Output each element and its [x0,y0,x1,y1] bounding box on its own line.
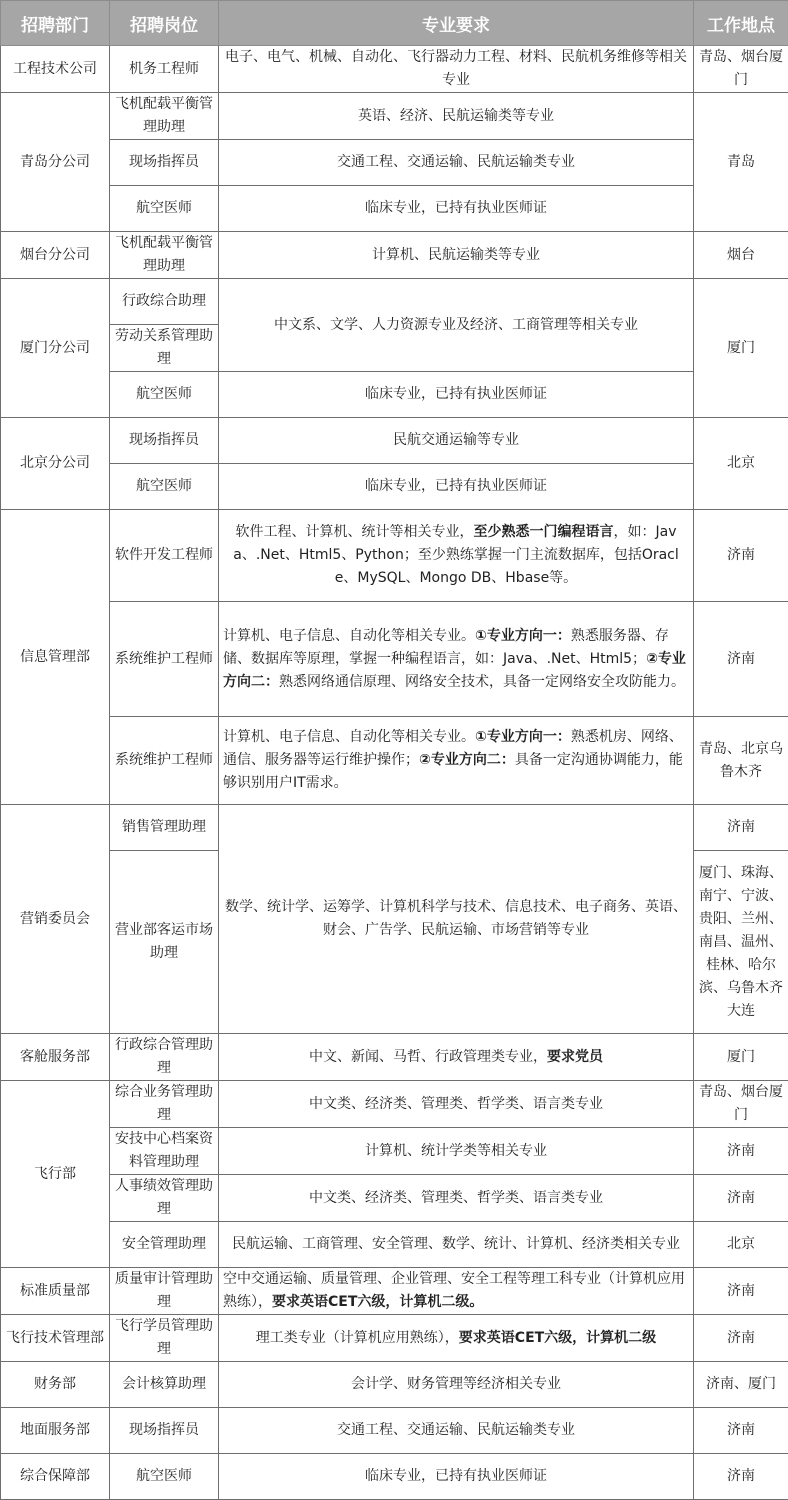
requirement-cell [219,1034,694,1081]
requirement-emphasis: 要求党员 [547,1049,603,1065]
location-cell: 济南 [694,602,788,717]
table-row [1,279,788,325]
location-cell: 济南 [694,1128,788,1175]
table-row [1,418,788,464]
requirement-emphasis: ②专业方向二： [419,752,515,768]
position-cell: 现场指挥员 [110,1408,219,1454]
position-cell: 现场指挥员 [110,140,219,186]
location-cell: 青岛、北京乌鲁木齐 [694,717,788,805]
position-cell: 营业部客运市场助理 [110,851,219,1034]
position-cell: 飞机配载平衡管理助理 [110,93,219,140]
location-cell: 济南 [694,1175,788,1222]
requirement-cell: 中文类、经济类、管理类、哲学类、语言类专业 [219,1081,694,1128]
requirement-cell: 交通工程、交通运输、民航运输类专业 [219,140,694,186]
table-row [1,1222,788,1268]
table-row [1,510,788,602]
location-cell: 济南 [694,1408,788,1454]
requirement-text: 理工类专业（计算机应用熟练）， [256,1330,459,1346]
dept-cell: 信息管理部 [1,510,110,805]
location-cell: 厦门 [694,1034,788,1081]
requirement-cell: 临床专业，已持有执业医师证 [219,372,694,418]
requirement-emphasis: ①专业方向一： [475,628,571,644]
location-cell: 济南 [694,1268,788,1315]
table-row [1,1034,788,1081]
location-cell: 青岛 [694,93,788,232]
position-cell: 软件开发工程师 [110,510,219,602]
requirement-emphasis: 要求英语CET六级，计算机二级。 [272,1294,483,1310]
position-cell: 现场指挥员 [110,418,219,464]
dept-cell: 工程技术公司 [1,46,110,93]
dept-cell: 厦门分公司 [1,279,110,418]
requirement-text: 具备一定沟通协调能力，能够识别用户IT需求。 [223,752,683,791]
table-row [1,1408,788,1454]
position-cell: 飞行学员管理助理 [110,1315,219,1362]
header-row [1,1,788,46]
dept-cell: 营销委员会 [1,805,110,1034]
position-cell: 飞机配载平衡管理助理 [110,232,219,279]
requirement-cell: 中文类、经济类、管理类、哲学类、语言类专业 [219,1175,694,1222]
requirement-cell [219,1315,694,1362]
location-cell: 厦门 [694,279,788,418]
location-cell: 青岛、烟台厦门 [694,1081,788,1128]
table-row [1,232,788,279]
requirement-text: 熟悉网络通信原理、网络安全技术，具备一定网络安全攻防能力。 [279,674,685,690]
requirement-cell: 计算机、民航运输类等专业 [219,232,694,279]
position-cell: 质量审计管理助理 [110,1268,219,1315]
location-cell: 济南、厦门 [694,1362,788,1408]
dept-cell: 烟台分公司 [1,232,110,279]
requirement-cell: 临床专业，已持有执业医师证 [219,464,694,510]
dept-cell: 飞行技术管理部 [1,1315,110,1362]
requirement-cell: 电子、电气、机械、自动化、飞行器动力工程、材料、民航机务维修等相关专业 [219,46,694,93]
position-cell: 人事绩效管理助理 [110,1175,219,1222]
requirement-cell: 临床专业，已持有执业医师证 [219,186,694,232]
position-cell: 系统维护工程师 [110,602,219,717]
dept-cell: 标准质量部 [1,1268,110,1315]
requirement-emphasis: ②专业方向二： [223,651,686,690]
requirement-cell [219,510,694,602]
header-dept: 招聘部门 [1,1,110,46]
position-cell: 行政综合助理 [110,279,219,325]
position-cell: 航空医师 [110,186,219,232]
requirement-cell: 交通工程、交通运输、民航运输类专业 [219,1408,694,1454]
position-cell: 综合业务管理助理 [110,1081,219,1128]
dept-cell: 综合保障部 [1,1454,110,1500]
position-cell: 销售管理助理 [110,805,219,851]
requirement-text: ，如：Java、.Net、Html5、Python；至少熟练掌握一门主流数据库，包括Oracle、MySQL、Mongo DB、Hbase等。 [233,524,679,586]
requirement-text: 计算机、电子信息、自动化等相关专业。 [223,628,475,644]
position-cell: 机务工程师 [110,46,219,93]
requirement-emphasis: 至少熟悉一门编程语言 [474,524,614,540]
requirement-text: 空中交通运输、质量管理、企业管理、安全工程等理工科专业（计算机应用熟练）， [223,1271,685,1310]
location-cell: 青岛、烟台厦门 [694,46,788,93]
header-requirement: 专业要求 [219,1,694,46]
requirement-cell: 计算机、统计学类等相关专业 [219,1128,694,1175]
dept-cell: 飞行部 [1,1081,110,1268]
dept-cell: 青岛分公司 [1,93,110,232]
requirement-emphasis: ①专业方向一： [475,729,571,745]
table-row [1,1081,788,1128]
position-cell: 系统维护工程师 [110,717,219,805]
dept-cell: 客舱服务部 [1,1034,110,1081]
table-row [1,1268,788,1315]
table-row [1,1175,788,1222]
header-position: 招聘岗位 [110,1,219,46]
requirement-cell: 民航运输、工商管理、安全管理、数学、统计、计算机、经济类相关专业 [219,1222,694,1268]
requirement-cell: 数学、统计学、运筹学、计算机科学与技术、信息技术、电子商务、英语、财会、广告学、民航运输、市场营销等专业 [219,805,694,1034]
table-row [1,1454,788,1500]
table-row [1,717,788,805]
table-row [1,1362,788,1408]
requirement-cell [219,602,694,717]
table-row [1,805,788,851]
dept-cell: 地面服务部 [1,1408,110,1454]
location-cell: 济南 [694,1454,788,1500]
requirement-cell: 中文系、文学、人力资源专业及经济、工商管理等相关专业 [219,279,694,372]
position-cell: 会计核算助理 [110,1362,219,1408]
requirement-cell: 会计学、财务管理等经济相关专业 [219,1362,694,1408]
position-cell: 安技中心档案资料管理助理 [110,1128,219,1175]
requirement-text: 熟悉服务器、存储、数据库等原理，掌握一种编程语言，如：Java、.Net、Html5； [223,628,669,667]
requirement-cell [219,1268,694,1315]
position-cell: 航空医师 [110,464,219,510]
position-cell: 航空医师 [110,372,219,418]
table-row [1,464,788,510]
requirement-text: 熟悉机房、网络、通信、服务器等运行维护操作； [223,729,683,768]
location-cell: 北京 [694,418,788,510]
requirement-emphasis: 要求英语CET六级，计算机二级 [459,1330,656,1346]
table-row [1,1128,788,1175]
location-cell: 济南 [694,1315,788,1362]
table-row [1,186,788,232]
position-cell: 行政综合管理助理 [110,1034,219,1081]
location-cell: 北京 [694,1222,788,1268]
location-cell: 烟台 [694,232,788,279]
table-row [1,372,788,418]
requirement-text: 软件工程、计算机、统计等相关专业， [236,524,474,540]
table-row [1,140,788,186]
position-cell: 航空医师 [110,1454,219,1500]
dept-cell: 北京分公司 [1,418,110,510]
position-cell: 安全管理助理 [110,1222,219,1268]
requirement-text: 中文、新闻、马哲、行政管理类专业， [309,1049,547,1065]
position-cell: 劳动关系管理助理 [110,325,219,372]
location-cell: 济南 [694,805,788,851]
location-cell: 厦门、珠海、南宁、宁波、贵阳、兰州、南昌、温州、桂林、哈尔滨、乌鲁木齐大连 [694,851,788,1034]
requirement-cell [219,717,694,805]
table-row [1,46,788,93]
location-cell: 济南 [694,510,788,602]
dept-cell: 财务部 [1,1362,110,1408]
requirement-cell: 英语、经济、民航运输类等专业 [219,93,694,140]
requirement-cell: 民航交通运输等专业 [219,418,694,464]
table-row [1,602,788,717]
table-row [1,1315,788,1362]
requirement-cell: 临床专业，已持有执业医师证 [219,1454,694,1500]
header-location: 工作地点 [694,1,788,46]
table-row [1,93,788,140]
requirement-text: 计算机、电子信息、自动化等相关专业。 [223,729,475,745]
